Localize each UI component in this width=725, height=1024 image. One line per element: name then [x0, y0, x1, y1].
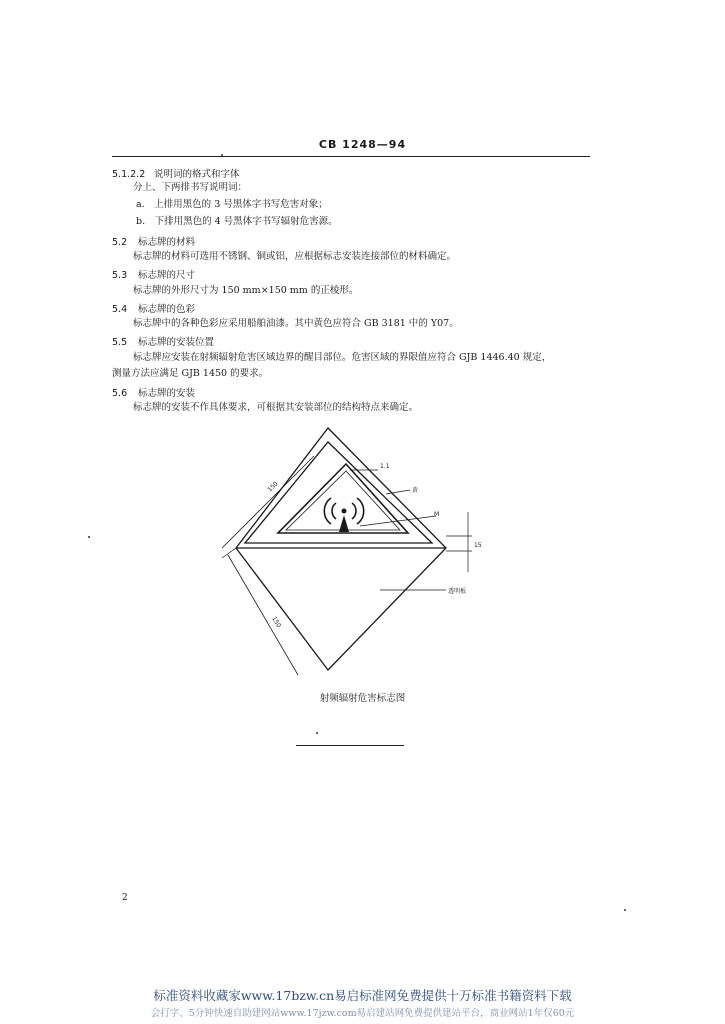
- header-rule: [112, 156, 590, 157]
- sign-outer-diamond: [236, 428, 446, 670]
- footer-banner-line1[interactable]: 标准资料收藏家www.17bzw.cn易启标准网免费提供十万标准书籍资料下载: [153, 988, 572, 1003]
- page-number: 2: [122, 893, 128, 903]
- radiation-wave-right-outer: [357, 498, 364, 524]
- section-number: 5.5: [112, 337, 128, 348]
- scan-speck: [624, 909, 626, 911]
- antenna-mast-icon: [339, 515, 349, 532]
- section-number: 5.6: [112, 388, 128, 399]
- scan-speck: [221, 154, 223, 156]
- figure-caption: 射频辐射危害标志图: [319, 693, 406, 704]
- end-rule: [296, 745, 404, 746]
- label-15: 15: [474, 542, 482, 549]
- list-item-b: b. 下排用黑色的 4 号黑体字书写辐射危害源。: [136, 216, 338, 227]
- radiation-wave-left-inner: [332, 503, 336, 519]
- dim-label-top-left: 150: [266, 480, 280, 494]
- section-5-5-heading: [112, 334, 214, 348]
- dim-label-bottom-left: 150: [270, 615, 283, 629]
- section-5-1-2-2-heading: [112, 166, 240, 180]
- leader-m: [360, 516, 436, 526]
- section-5-2-heading: [112, 234, 195, 248]
- label-transparent-plate: 透明板: [448, 588, 467, 595]
- dim-line-top-left: [222, 456, 314, 548]
- section-5-5-text-line1: 标志牌应安装在射频辐射危害区域边界的醒目部位。危害区域的界限值应符合 GJB 1446.40 规定，: [133, 352, 552, 363]
- section-title: 标志牌的安装位置: [138, 337, 215, 348]
- radiation-wave-left-outer: [324, 498, 331, 524]
- section-number: 5.3: [112, 270, 128, 281]
- section-title: 标志牌的尺寸: [138, 270, 196, 281]
- section-number: 5.1.2.2: [112, 169, 146, 180]
- section-number: 5.4: [112, 304, 128, 315]
- section-5-2-text: 标志牌的材料可选用不锈钢、铜或铝，应根据标志安装连接部位的材料确定。: [133, 251, 457, 262]
- section-5-3-heading: [112, 267, 195, 281]
- section-5-5-text-line2: 测量方法应满足 GJB 1450 的要求。: [112, 368, 269, 379]
- scan-speck: [88, 536, 90, 538]
- radiation-wave-right-inner: [352, 503, 356, 519]
- section-number: 5.2: [112, 237, 128, 248]
- dim-line-bottom-left: [228, 555, 298, 675]
- radiation-source-icon: [342, 509, 347, 514]
- section-5-6-heading: [112, 385, 195, 399]
- list-item-a: a. 上排用黑色的 3 号黑体字书写危害对象；: [136, 199, 328, 210]
- section-5-4-text: 标志牌中的各种色彩应采用船舶油漆。其中黄色应符合 GB 3181 中的 Y07。: [133, 318, 459, 329]
- scan-speck: [316, 732, 318, 734]
- paragraph-intro: 分上、下两排书写说明词：: [133, 182, 248, 193]
- section-title: 说明词的格式和字体: [154, 169, 240, 180]
- section-title: 标志牌的安装: [138, 388, 196, 399]
- section-title: 标志牌的材料: [138, 237, 196, 248]
- label-m: M: [434, 511, 440, 518]
- label-yellow: 黄: [412, 487, 419, 494]
- section-5-3-text: 标志牌的外形尺寸为 150 mm×150 mm 的正棱形。: [133, 285, 359, 296]
- section-title: 标志牌的色彩: [138, 304, 196, 315]
- section-5-6-text: 标志牌的安装不作具体要求，可根据其安装部位的结构特点来确定。: [133, 402, 419, 413]
- standard-code-header: CB 1248—94: [318, 138, 407, 151]
- footer-banner-line2[interactable]: 会打字、5分钟快速自助建网站www.17jzw.com易启建站网免费提供建站平台，商业网站1年仅60元: [150, 1008, 575, 1019]
- label-1-1: 1.1: [380, 463, 390, 470]
- section-5-4-heading: [112, 301, 195, 315]
- rf-hazard-sign-diagram: [200, 420, 500, 700]
